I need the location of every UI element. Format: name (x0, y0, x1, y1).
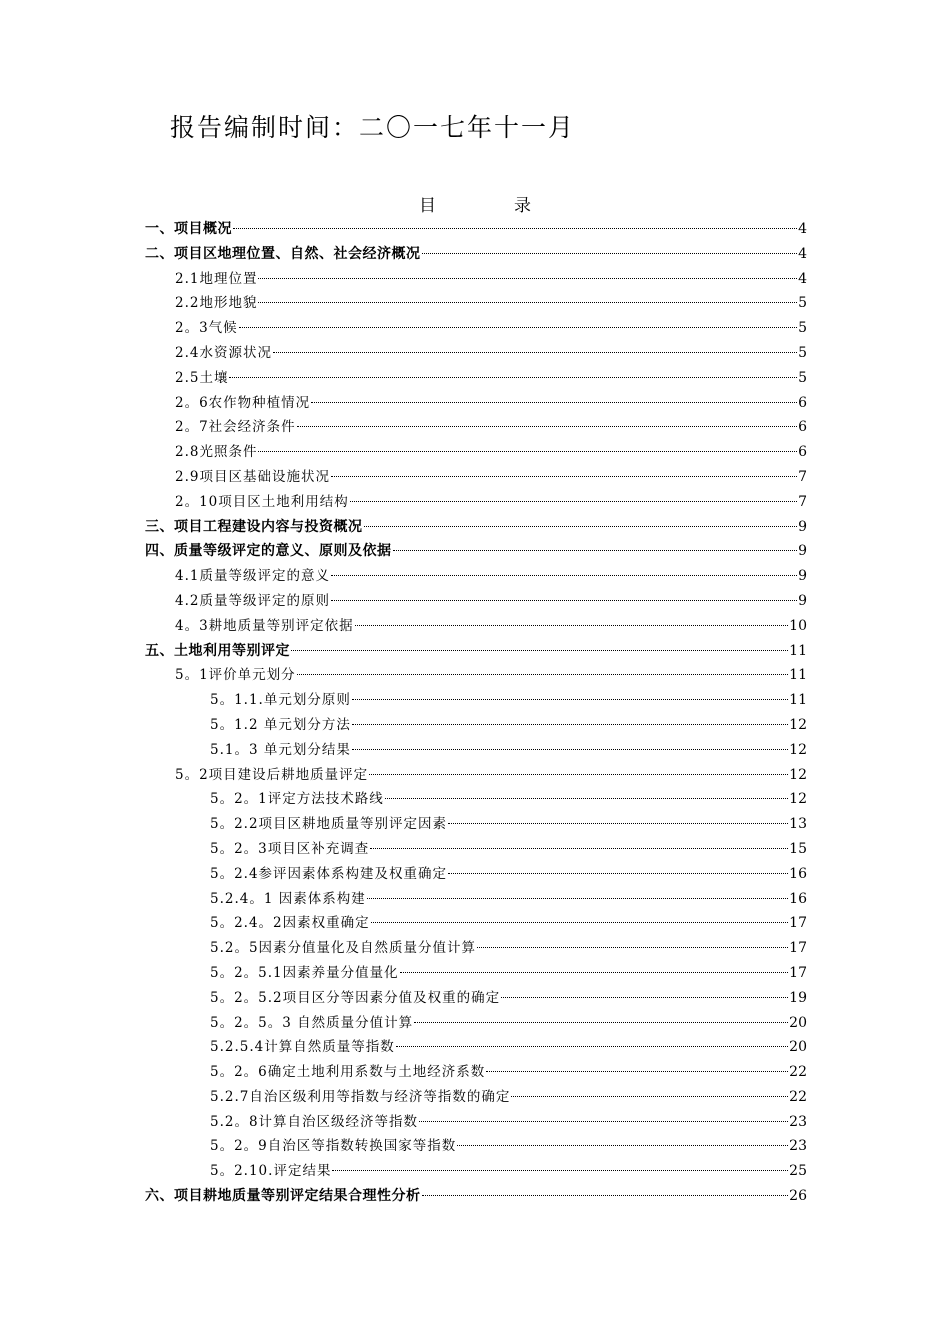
toc-entry[interactable] (145, 936, 807, 961)
toc-dot-leader (414, 1022, 788, 1023)
toc-entry-page: 25 (789, 1163, 807, 1180)
toc-entry-label: 六、项目耕地质量等别评定结果合理性分析 (145, 1188, 421, 1205)
toc-dot-leader (477, 947, 788, 948)
toc-entry[interactable] (145, 713, 807, 738)
toc-entry-page: 5 (798, 369, 807, 386)
toc-entry-page: 7 (798, 493, 807, 510)
toc-entry[interactable] (145, 1159, 807, 1184)
toc-entry-page: 11 (789, 642, 807, 659)
toc-dot-leader (258, 302, 797, 303)
toc-entry[interactable] (145, 787, 807, 812)
toc-entry-page: 12 (789, 716, 807, 733)
toc-entry[interactable] (145, 961, 807, 986)
toc-entry-page: 5 (798, 344, 807, 361)
toc-dot-leader (371, 922, 789, 923)
toc-entry-label: 2。6农作物种植情况 (175, 394, 311, 411)
toc-entry[interactable] (145, 589, 807, 614)
toc-dot-leader (364, 526, 798, 527)
toc-entry-page: 17 (789, 964, 807, 981)
toc-entry-label: 2.2地形地貌 (175, 295, 258, 312)
toc-entry-page: 22 (789, 1088, 807, 1105)
toc-entry[interactable] (145, 1134, 807, 1159)
toc-entry-page: 22 (789, 1064, 807, 1081)
toc-entry-label: 2.1地理位置 (175, 270, 258, 287)
toc-entry-label: 5。2。1评定方法技术路线 (210, 791, 384, 808)
toc-entry-label: 二、项目区地理位置、自然、社会经济概况 (145, 245, 421, 262)
toc-entry[interactable] (145, 1060, 807, 1085)
toc-entry[interactable] (145, 564, 807, 589)
toc-entry[interactable] (145, 465, 807, 490)
toc-entry-page: 19 (789, 989, 807, 1006)
toc-dot-leader (258, 451, 797, 452)
toc-entry[interactable] (145, 639, 807, 664)
toc-entry-label: 5.2。8计算自治区级经济等指数 (210, 1113, 419, 1130)
toc-dot-leader (511, 1096, 788, 1097)
toc-entry[interactable] (145, 440, 807, 465)
toc-entry[interactable] (145, 391, 807, 416)
toc-dot-leader (233, 228, 797, 229)
toc-entry-page: 9 (798, 592, 807, 609)
toc-entry[interactable] (145, 1035, 807, 1060)
toc-entry[interactable] (145, 291, 807, 316)
toc-entry-page: 9 (798, 568, 807, 585)
toc-entry-label: 三、项目工程建设内容与投资概况 (145, 518, 363, 535)
toc-entry-page: 20 (789, 1039, 807, 1056)
toc-dot-leader (273, 352, 797, 353)
toc-entry-label: 5.1。3 单元划分结果 (210, 741, 351, 758)
toc-entry-page: 23 (789, 1138, 807, 1155)
toc-dot-leader (448, 823, 788, 824)
toc-entry[interactable] (145, 614, 807, 639)
toc-entry-label: 5。1.1.单元划分原则 (210, 692, 351, 709)
toc-entry-page: 12 (789, 741, 807, 758)
report-date: 报告编制时间：二〇一七年十一月 (170, 113, 576, 142)
toc-dot-leader (352, 699, 788, 700)
toc-entry[interactable] (145, 366, 807, 391)
toc-entry-label: 4.1质量等级评定的意义 (175, 568, 330, 585)
toc-entry-label: 4。3耕地质量等别评定依据 (175, 617, 354, 634)
table-of-contents (145, 217, 807, 1209)
toc-entry[interactable] (145, 1184, 807, 1209)
toc-entry-label: 2.9项目区基础设施状况 (175, 468, 330, 485)
toc-entry[interactable] (145, 515, 807, 540)
toc-entry[interactable] (145, 911, 807, 936)
toc-dot-leader (385, 798, 788, 799)
toc-entry[interactable] (145, 1110, 807, 1135)
toc-entry-label: 5。1.2 单元划分方法 (210, 716, 351, 733)
toc-dot-leader (422, 1195, 789, 1196)
toc-dot-leader (370, 848, 788, 849)
toc-dot-leader (291, 650, 788, 651)
toc-entry-page: 5 (798, 295, 807, 312)
toc-dot-leader (448, 873, 788, 874)
toc-entry-label: 5。2.4参评因素体系构建及权重确定 (210, 865, 448, 882)
toc-dot-leader (396, 1046, 788, 1047)
toc-dot-leader (369, 774, 788, 775)
toc-entry-page: 23 (789, 1113, 807, 1130)
toc-entry-label: 2.4水资源状况 (175, 344, 272, 361)
toc-entry-label: 5。2。5。3 自然质量分值计算 (210, 1014, 414, 1031)
toc-entry[interactable] (145, 1011, 807, 1036)
toc-entry-label: 4.2质量等级评定的原则 (175, 592, 330, 609)
toc-dot-leader (297, 426, 797, 427)
toc-dot-leader (331, 575, 797, 576)
toc-dot-leader (332, 1170, 788, 1171)
toc-entry-page: 11 (789, 667, 807, 684)
toc-entry-page: 17 (789, 940, 807, 957)
toc-entry[interactable] (145, 1085, 807, 1110)
toc-entry-label: 5.2.7自治区级利用等指数与经济等指数的确定 (210, 1088, 511, 1105)
toc-entry-label: 四、质量等级评定的意义、原则及依据 (145, 543, 392, 560)
toc-entry[interactable] (145, 267, 807, 292)
toc-entry-page: 6 (798, 394, 807, 411)
toc-entry[interactable] (145, 986, 807, 1011)
toc-entry-label: 5。2。5.2项目区分等因素分值及权重的确定 (210, 989, 501, 1006)
toc-dot-leader (331, 476, 797, 477)
toc-entry-label: 5。2.4。2因素权重确定 (210, 915, 370, 932)
toc-entry-label: 2。10项目区土地利用结构 (175, 493, 349, 510)
toc-dot-leader (258, 278, 797, 279)
toc-dot-leader (367, 898, 788, 899)
toc-entry[interactable] (145, 738, 807, 763)
toc-entry[interactable] (145, 663, 807, 688)
toc-entry[interactable] (145, 341, 807, 366)
toc-entry-page: 16 (789, 890, 807, 907)
toc-entry-page: 6 (798, 444, 807, 461)
toc-entry-page: 5 (798, 320, 807, 337)
toc-dot-leader (457, 1145, 788, 1146)
toc-entry[interactable] (145, 812, 807, 837)
toc-entry-page: 9 (798, 543, 807, 560)
toc-entry[interactable] (145, 316, 807, 341)
toc-entry-page: 26 (789, 1188, 807, 1205)
toc-entry-page: 10 (789, 617, 807, 634)
toc-entry[interactable] (145, 862, 807, 887)
toc-entry[interactable] (145, 887, 807, 912)
toc-entry-label: 5.2.5.4计算自然质量等指数 (210, 1039, 395, 1056)
toc-entry-label: 2.5土壤 (175, 369, 229, 386)
toc-dot-leader (350, 501, 797, 502)
toc-entry-label: 5.2。5因素分值量化及自然质量分值计算 (210, 940, 477, 957)
toc-entry[interactable] (145, 837, 807, 862)
toc-entry-page: 9 (798, 518, 807, 535)
toc-entry[interactable] (145, 415, 807, 440)
toc-entry-page: 4 (798, 221, 807, 237)
toc-entry-page: 17 (789, 915, 807, 932)
toc-dot-leader (419, 1121, 788, 1122)
toc-dot-leader (422, 253, 798, 254)
toc-entry-label: 5。2。6确定土地利用系数与土地经济系数 (210, 1064, 486, 1081)
toc-entry-label: 5.2.4。1 因素体系构建 (210, 890, 366, 907)
toc-dot-leader (393, 550, 798, 551)
toc-entry-page: 13 (789, 816, 807, 833)
toc-dot-leader (352, 749, 788, 750)
toc-entry[interactable] (145, 688, 807, 713)
toc-dot-leader (501, 997, 788, 998)
toc-entry-page: 7 (798, 468, 807, 485)
toc-entry-label: 5。2。5.1因素养量分值量化 (210, 964, 399, 981)
toc-entry-label: 5。2。3项目区补充调查 (210, 840, 370, 857)
toc-dot-leader (239, 327, 797, 328)
toc-entry-page: 4 (798, 245, 807, 262)
toc-dot-leader (311, 402, 797, 403)
toc-entry[interactable] (145, 242, 807, 267)
toc-entry-page: 15 (789, 840, 807, 857)
toc-entry-page: 11 (789, 692, 807, 709)
toc-entry-page: 12 (789, 766, 807, 783)
toc-entry-label: 五、土地利用等别评定 (145, 642, 290, 659)
toc-dot-leader (297, 674, 788, 675)
toc-entry-label: 2。3气候 (175, 320, 238, 337)
toc-entry[interactable] (145, 763, 807, 788)
toc-entry-label: 5。2.2项目区耕地质量等别评定因素 (210, 816, 448, 833)
toc-entry-label: 5。1评价单元划分 (175, 667, 296, 684)
toc-dot-leader (331, 600, 797, 601)
toc-entry[interactable] (145, 539, 807, 564)
toc-dot-leader (486, 1071, 788, 1072)
toc-entry-page: 12 (789, 791, 807, 808)
toc-dot-leader (355, 625, 788, 626)
toc-entry-label: 5。2项目建设后耕地质量评定 (175, 766, 369, 783)
toc-entry-page: 6 (798, 419, 807, 436)
toc-entry-page: 16 (789, 865, 807, 882)
toc-entry-page: 4 (798, 270, 807, 287)
toc-entry[interactable] (145, 490, 807, 515)
toc-entry[interactable] (145, 217, 807, 242)
toc-entry-label: 5。2.10.评定结果 (210, 1163, 332, 1180)
toc-dot-leader (400, 972, 789, 973)
toc-entry-label: 5。2。9自治区等指数转换国家等指数 (210, 1138, 457, 1155)
toc-dot-leader (352, 724, 788, 725)
toc-entry-label: 2.8光照条件 (175, 444, 258, 461)
toc-entry-page: 20 (789, 1014, 807, 1031)
toc-entry-label: 一、项目概况 (145, 221, 232, 237)
toc-title: 目录 (419, 196, 609, 216)
toc-dot-leader (229, 377, 797, 378)
toc-entry-label: 2。7社会经济条件 (175, 419, 296, 436)
